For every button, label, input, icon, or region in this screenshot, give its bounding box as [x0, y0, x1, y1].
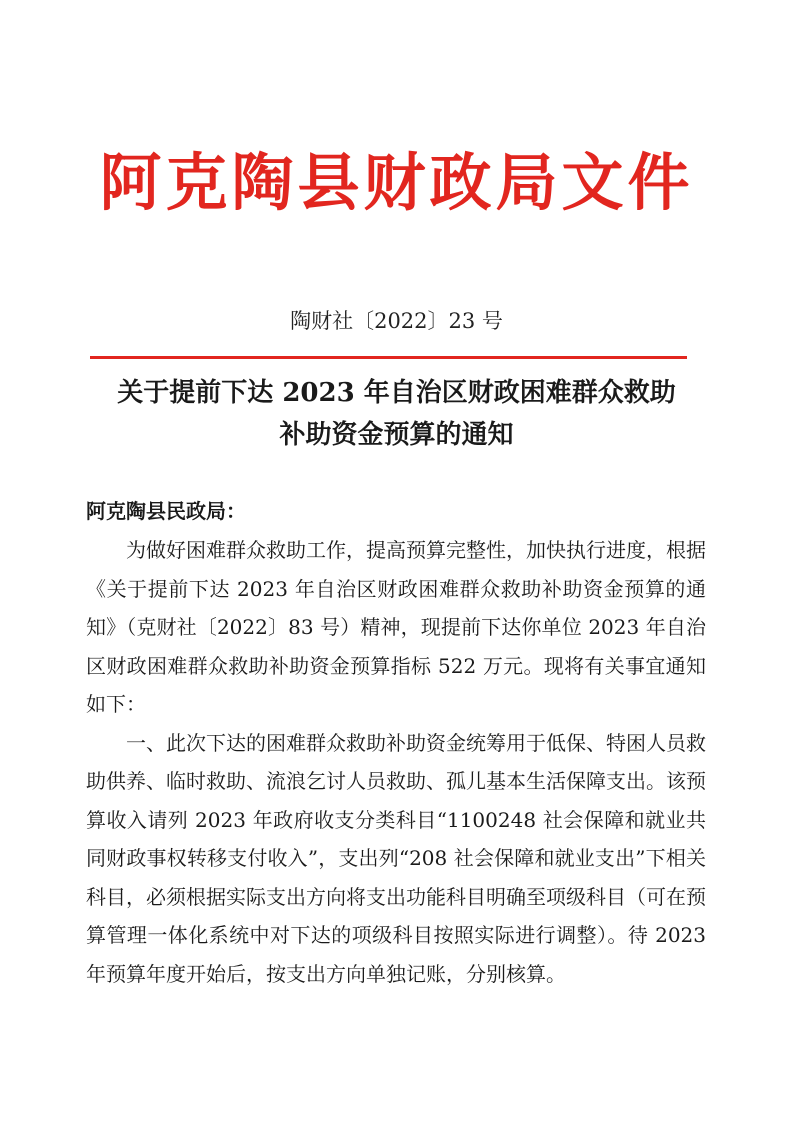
- notice-title-line-1: 关于提前下达 2023 年自治区财政困难群众救助: [117, 378, 676, 408]
- addressee: 阿克陶县民政局：: [86, 499, 246, 523]
- document-header-title: 阿克陶县财政局文件: [99, 146, 694, 219]
- notice-title-line-2: 补助资金预算的通知: [279, 420, 514, 450]
- red-divider-line: [90, 356, 687, 359]
- body-text: [86, 531, 706, 993]
- paragraph-item-1: 一、此次下达的困难群众救助补助资金统筹用于低保、特困人员救助供养、临时救助、流浪乞讨人员救助、孤儿基本生活保障支出。该预算收入请列 2023 年政府收支分类科目“1100248 社会保障和就业共同财政事权转移支付收入”，支出列“208 社会保障和就业支出”下相关科目，必须根据实际支出方向将支出功能科目明确至项级科目（可在预算管理一体化系统中对下达的项级科目按照实际进行调整）。待 2023 年预算年度开始后，按支出方向单独记账，分别核算。: [86, 730, 706, 986]
- paragraph-intro: 为做好困难群众救助工作，提高预算完整性，加快执行进度，根据《关于提前下达 2023 年自治区财政困难群众救助补助资金预算的通知》（克财社〔2022〕83 号）精神，现提前下达你单位 2023 年自治区财政困难群众救助补助资金预算指标 522 万元。现将有关事宜通知如下：: [86, 538, 706, 716]
- document-number: 陶财社〔2022〕23 号: [290, 309, 503, 333]
- notice-title: [60, 372, 733, 456]
